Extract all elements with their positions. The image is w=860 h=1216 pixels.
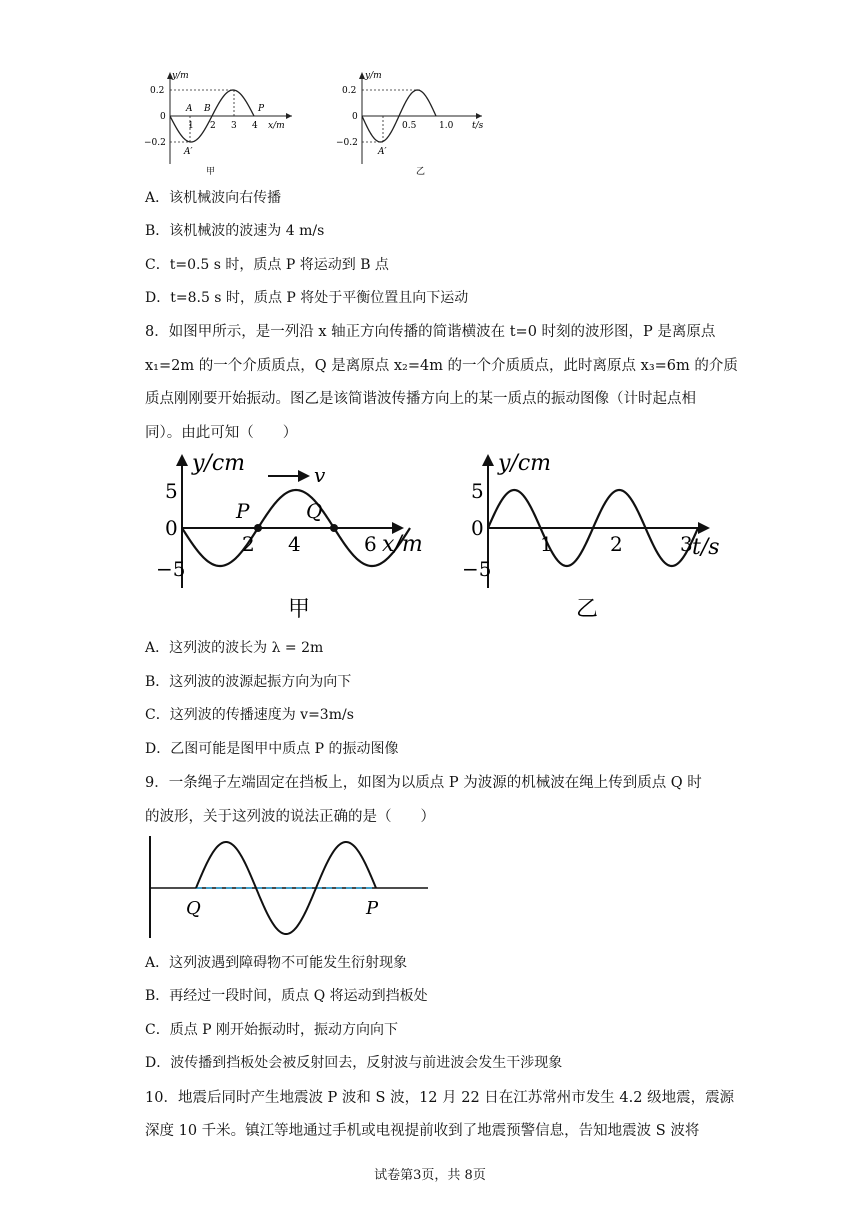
point-label-b: B — [204, 104, 211, 114]
x-axis-label: t/s — [472, 121, 484, 131]
y-tick: 0 — [165, 516, 178, 540]
q8-fig-wave — [156, 448, 430, 628]
y-tick: −0.2 — [336, 138, 358, 148]
point-label-a-prime: A′ — [184, 147, 193, 157]
point-q-dot — [330, 524, 338, 532]
x-axis-label: x/m — [382, 532, 423, 557]
q9-option-b: B．再经过一段时间，质点 Q 将运动到挡板处 — [145, 988, 428, 1004]
q8-option-a: A．这列波的波长为 λ = 2m — [145, 640, 324, 656]
y-axis-label: y/m — [172, 71, 189, 81]
y-tick: 0 — [471, 516, 484, 540]
x-tick: 1.0 — [439, 121, 454, 131]
q7-option-a: A．该机械波向右传播 — [145, 190, 282, 206]
y-tick: 5 — [471, 479, 484, 503]
point-label-p: P — [236, 499, 250, 523]
q9-fig-rope-wave — [140, 834, 440, 944]
x-tick: 0.5 — [402, 121, 417, 131]
q9-option-d: D．波传播到挡板处会被反射回去，反射波与前进波会发生干涉现象 — [145, 1055, 563, 1071]
y-tick: 0.2 — [150, 86, 165, 96]
q8-option-b: B．这列波的波源起振方向为向下 — [145, 674, 352, 690]
q8-stem-line: 质点刚刚要开始振动。图乙是该简谐波传播方向上的某一质点的振动图像（计时起点相 — [145, 391, 696, 407]
x-tick: 2 — [210, 121, 216, 131]
q9-stem-line: 9．一条绳子左端固定在挡板上，如图为以质点 P 为波源的机械波在绳上传到质点 Q 时 — [145, 775, 702, 791]
x-tick: 2 — [610, 532, 623, 556]
figure-caption: 甲 — [206, 167, 216, 177]
q7-option-b: B．该机械波的波速为 4 m/s — [145, 223, 325, 239]
y-tick: 0.2 — [342, 86, 357, 96]
y-tick: −5 — [462, 557, 492, 581]
x-tick: 3 — [680, 532, 693, 556]
figure-caption: 乙 — [576, 597, 599, 622]
x-tick: 4 — [288, 532, 301, 556]
point-label-a-prime: A′ — [378, 147, 387, 157]
point-p-dot — [254, 524, 262, 532]
page-footer: 试卷第3页，共 8页 — [374, 1168, 486, 1183]
y-axis-label: y/cm — [192, 451, 246, 476]
y-tick: 5 — [165, 479, 178, 503]
point-label-a: A — [186, 104, 193, 114]
x-tick: 1 — [540, 532, 553, 556]
q9-stem-line: 的波形，关于这列波的说法正确的是（ ） — [145, 809, 435, 825]
q8-stem-line: 同）。由此可知（ ） — [145, 425, 298, 441]
y-tick: −0.2 — [144, 138, 166, 148]
figure-caption: 乙 — [416, 167, 426, 177]
y-tick: 0 — [160, 112, 166, 122]
q10-stem-line: 深度 10 千米。镇江等地通过手机或电视提前收到了地震预警信息，告知地震波 S 波将 — [145, 1123, 700, 1139]
x-tick: 3 — [231, 121, 237, 131]
x-tick: 6 — [364, 532, 377, 556]
x-tick: 2 — [242, 532, 255, 556]
x-tick: 1 — [188, 121, 194, 131]
q8-option-d: D．乙图可能是图甲中质点 P 的振动图像 — [145, 741, 399, 757]
x-axis-label: t/s — [692, 535, 720, 560]
velocity-label: v — [314, 463, 326, 487]
q9-option-a: A．这列波遇到障碍物不可能发生衍射现象 — [145, 955, 408, 971]
y-tick: −5 — [156, 557, 186, 581]
q7-option-c: C．t=0.5 s 时，质点 P 将运动到 B 点 — [145, 257, 389, 273]
q10-stem-line: 10．地震后同时产生地震波 P 波和 S 波，12 月 22 日在江苏常州市发生 4.2 级地震，震源 — [145, 1090, 735, 1106]
fig-top-right-vibration — [336, 66, 490, 178]
point-label-p: P — [258, 104, 265, 114]
y-axis-label: y/cm — [498, 451, 552, 476]
q8-stem-line: x₁=2m 的一个介质质点，Q 是离原点 x₂=4m 的一个介质质点，此时离原点 x₃=6m 的介质 — [145, 358, 738, 374]
q9-option-c: C．质点 P 刚开始振动时，振动方向向下 — [145, 1022, 399, 1038]
q8-stem-line: 8．如图甲所示，是一列沿 x 轴正方向传播的简谐横波在 t=0 时刻的波形图，P 是离原点 — [145, 324, 716, 340]
point-label-q: Q — [186, 898, 201, 919]
y-axis-label: y/m — [365, 71, 382, 81]
y-tick: 0 — [352, 112, 358, 122]
fig-top-left-wave — [144, 66, 300, 178]
q7-option-d: D．t=8.5 s 时，质点 P 将处于平衡位置且向下运动 — [145, 290, 469, 306]
figure-caption: 甲 — [288, 597, 311, 622]
point-label-p: P — [366, 898, 379, 919]
x-tick: 4 — [252, 121, 258, 131]
x-axis-label: x/m — [268, 121, 285, 131]
q8-fig-vibration — [456, 448, 726, 628]
point-label-q: Q — [306, 499, 323, 523]
q8-option-c: C．这列波的传播速度为 v=3m/s — [145, 707, 354, 723]
